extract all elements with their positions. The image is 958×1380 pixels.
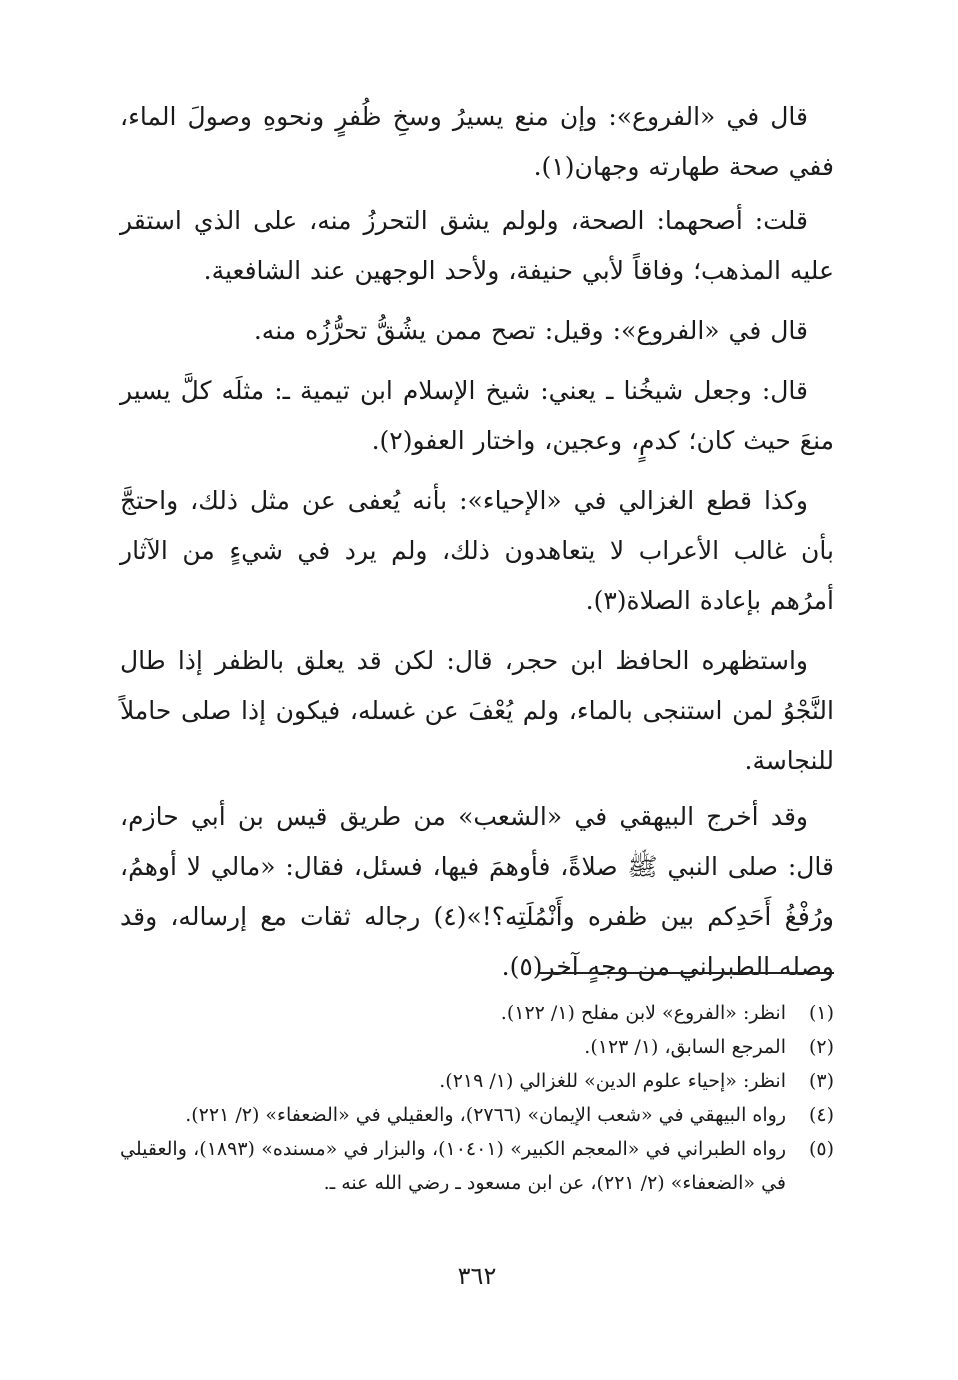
footnote [120, 996, 834, 1030]
paragraph: وقد أخرج البيهقي في «الشعب» من طريق قيس بن أبي حازم، قال: صلى النبي ﷺ صلاةً، فأوهمَ فيها، فسئل، فقال: «مالي لا أوهمُ، ورُفْغُ أَحَدِكم بين ظفره وأَنْمُلَتِه؟!»(٤) رجاله ثقات مع إرساله، وقد وصله الطبراني من وجهٍ آخر(٥). [120, 802, 834, 981]
footnotes [120, 996, 834, 1200]
footnote-number: (٥) [808, 1138, 834, 1160]
footnote-text: انظر: «الفروع» لابن مفلح (١/ ١٢٢). [500, 1002, 786, 1024]
footnote [120, 1030, 834, 1064]
paragraph: وكذا قطع الغزالي في «الإحياء»: بأنه يُعفى عن مثل ذلك، واحتجَّ بأن غالب الأعراب لا يتعاهدون ذلك، ولم يرد في شيءٍ من الآثار أمرُهم بإعادة الصلاة(٣). [120, 486, 834, 615]
footnote-number: (١) [808, 1002, 834, 1024]
footnote-number: (٣) [808, 1070, 834, 1092]
page-body [120, 92, 834, 1302]
footnote [120, 1064, 834, 1098]
footnote-number: (٢) [808, 1036, 834, 1058]
footnote [120, 1098, 834, 1132]
paragraph: قال: وجعل شيخُنا ـ يعني: شيخ الإسلام ابن تيمية ـ: مثلَه كلَّ يسير منعَ حيث كان؛ كدمٍ، وعجين، واختار العفو(٢). [120, 376, 834, 455]
footnote-separator [538, 972, 834, 974]
paragraph: قال في «الفروع»: وإن منع يسيرُ وسخِ ظُفرٍ ونحوهِ وصولَ الماء، ففي صحة طهارته وجهان(١). [120, 102, 834, 181]
footnote-text: المرجع السابق، (١/ ١٢٣). [584, 1036, 786, 1058]
footnote-text: انظر: «إحياء علوم الدين» للغزالي (١/ ٢١٩). [439, 1070, 786, 1092]
paragraph: قلت: أصحهما: الصحة، ولولم يشق التحرزُ منه، على الذي استقر عليه المذهب؛ وفاقاً لأبي حنيفة، ولأحد الوجهين عند الشافعية. [120, 206, 834, 285]
footnote-text: رواه الطبراني في «المعجم الكبير» (١٠٤٠١)، والبزار في «مسنده» (١٨٩٣)، والعقيلي في «الضعفاء» (٢/ ٢٢١)، عن ابن مسعود ـ رضي الله عنه ـ. [120, 1138, 787, 1194]
footnote-number: (٤) [808, 1104, 834, 1126]
footnote [120, 1132, 834, 1200]
page-number: ٣٦٢ [457, 1262, 497, 1290]
paragraph: واستظهره الحافظ ابن حجر، قال: لكن قد يعلق بالظفر إذا طال النَّجْوُ لمن استنجى بالماء، ولم يُعْفَ عن غسله، فيكون إذا صلى حاملاً للنجاسة. [120, 646, 834, 775]
footnote-text: رواه البيهقي في «شعب الإيمان» (٢٧٦٦)، والعقيلي في «الضعفاء» (٢/ ٢٢١). [185, 1104, 786, 1126]
paragraph: قال في «الفروع»: وقيل: تصح ممن يشُقُّ تحرُّزُه منه. [253, 316, 808, 345]
